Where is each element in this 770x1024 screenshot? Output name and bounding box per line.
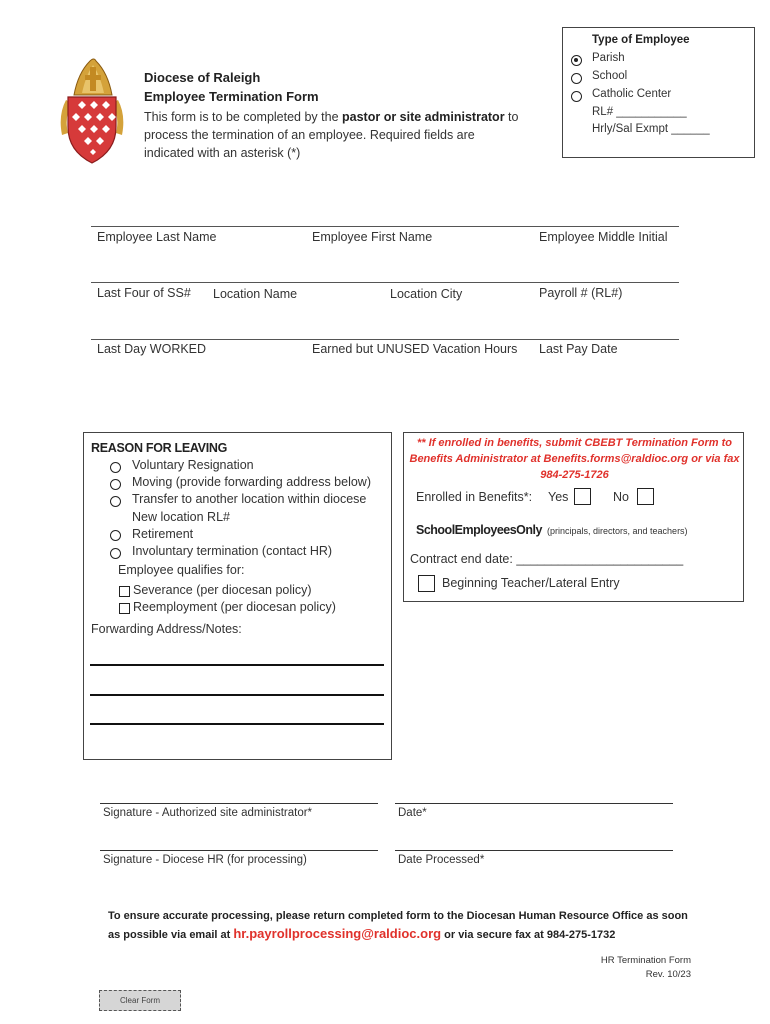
- notes-line-1[interactable]: [90, 664, 384, 666]
- radio-school[interactable]: [571, 71, 582, 89]
- field-last-pay-date[interactable]: Last Pay Date: [539, 342, 618, 356]
- label-beginning-teacher: Beginning Teacher/Lateral Entry: [442, 576, 620, 590]
- label-severance: Severance (per diocesan policy): [133, 583, 312, 597]
- hrly-sal-field[interactable]: Hrly/Sal Exmpt ______: [592, 123, 710, 135]
- label-moving: Moving (provide forwarding address below): [132, 475, 372, 489]
- school-only-note: (principals, directors, and teachers): [547, 526, 688, 536]
- benefits-note: ** If enrolled in benefits, submit CBEBT Termination Form to Benefits Administrator at Benefits.forms@raldioc.org or via fax 984-275-1726: [409, 437, 740, 481]
- field-last-day[interactable]: Last Day WORKED: [97, 342, 207, 356]
- notes-line-2[interactable]: [90, 694, 384, 696]
- field-row2-line: [91, 282, 679, 283]
- radio-involuntary[interactable]: [110, 546, 121, 564]
- label-reemployment: Reemployment (per diocesan policy): [133, 600, 336, 614]
- field-location-city[interactable]: Location City: [390, 287, 463, 301]
- rl-field[interactable]: RL# ___________: [592, 106, 687, 118]
- date-line[interactable]: [395, 803, 673, 804]
- date-label: Date*: [398, 807, 427, 819]
- sig-hr-line[interactable]: [100, 850, 378, 851]
- checkbox-beginning-teacher[interactable]: [418, 575, 435, 597]
- checkbox-no[interactable]: [637, 488, 654, 510]
- field-ssn[interactable]: Last Four of SS#: [97, 286, 191, 300]
- new-location-field[interactable]: New location RL#: [132, 510, 230, 524]
- reason-title: REASON FOR LEAVING: [91, 441, 228, 455]
- label-yes: Yes: [548, 490, 569, 504]
- enrolled-label: Enrolled in Benefits*:: [416, 490, 533, 504]
- notes-label: Forwarding Address/Notes:: [91, 622, 242, 636]
- sig-admin-label: Signature - Authorized site administrator*: [103, 807, 313, 819]
- date-processed-line[interactable]: [395, 850, 673, 851]
- sig-admin-line[interactable]: [100, 803, 378, 804]
- field-location-name[interactable]: Location Name: [213, 287, 298, 301]
- date-processed-label: Date Processed*: [398, 854, 485, 866]
- notes-line-3[interactable]: [90, 723, 384, 725]
- org-name: Diocese of Raleigh: [144, 70, 261, 85]
- checkbox-reemployment[interactable]: [119, 601, 130, 619]
- field-row1-line: [91, 226, 679, 227]
- label-catholic-center: Catholic Center: [592, 88, 672, 100]
- radio-retirement[interactable]: [110, 528, 121, 546]
- field-last-name[interactable]: Employee Last Name: [97, 230, 217, 244]
- employee-type-box: [562, 27, 755, 158]
- label-retirement: Retirement: [132, 527, 194, 541]
- sig-hr-label: Signature - Diocese HR (for processing): [103, 854, 307, 866]
- radio-parish[interactable]: [571, 53, 582, 71]
- form-title: Employee Termination Form: [144, 89, 319, 104]
- reason-box: [83, 432, 392, 760]
- qualifies-label: Employee qualifies for:: [118, 563, 245, 577]
- field-payroll[interactable]: Payroll # (RL#): [539, 286, 623, 300]
- footer-instructions: To ensure accurate processing, please return completed form to the Diocesan Human Resource Office as soon as possible via email at hr.payrollprocessing@raldioc.org or via secure fax at 984-275-1732: [108, 910, 688, 941]
- field-middle-initial[interactable]: Employee Middle Initial: [539, 230, 668, 244]
- form-version: HR Termination Form Rev. 10/23: [600, 955, 691, 980]
- radio-transfer[interactable]: [110, 494, 121, 512]
- field-row3-line: [91, 339, 679, 340]
- field-first-name[interactable]: Employee First Name: [312, 230, 433, 244]
- label-school: School: [592, 70, 628, 82]
- school-only-label: SchoolEmployeesOnly: [416, 523, 542, 537]
- benefits-box: [403, 432, 744, 602]
- label-transfer: Transfer to another location within diocese: [132, 492, 367, 506]
- contract-end-date-field[interactable]: Contract end date: ________________________: [410, 552, 684, 566]
- checkbox-severance[interactable]: [119, 584, 130, 602]
- label-involuntary: Involuntary termination (contact HR): [132, 544, 333, 558]
- label-voluntary: Voluntary Resignation: [132, 458, 254, 472]
- clear-form-button[interactable]: Clear Form: [99, 990, 181, 1011]
- label-parish: Parish: [592, 52, 625, 64]
- label-no: No: [613, 490, 629, 504]
- employee-type-title: Type of Employee: [592, 34, 690, 46]
- checkbox-yes[interactable]: [574, 488, 591, 510]
- radio-moving[interactable]: [110, 477, 121, 495]
- diocese-crest-logo: [52, 55, 132, 165]
- field-vacation-hours[interactable]: Earned but UNUSED Vacation Hours: [312, 342, 518, 356]
- intro-text: This form is to be completed by the pastor or site administrator to process the termination of an employee. Required fields are indicated with an asterisk (*): [144, 110, 519, 160]
- hr-email-link[interactable]: hr.payrollprocessing@raldioc.org: [233, 926, 442, 941]
- radio-catholic-center[interactable]: [571, 89, 582, 107]
- radio-voluntary[interactable]: [110, 460, 121, 478]
